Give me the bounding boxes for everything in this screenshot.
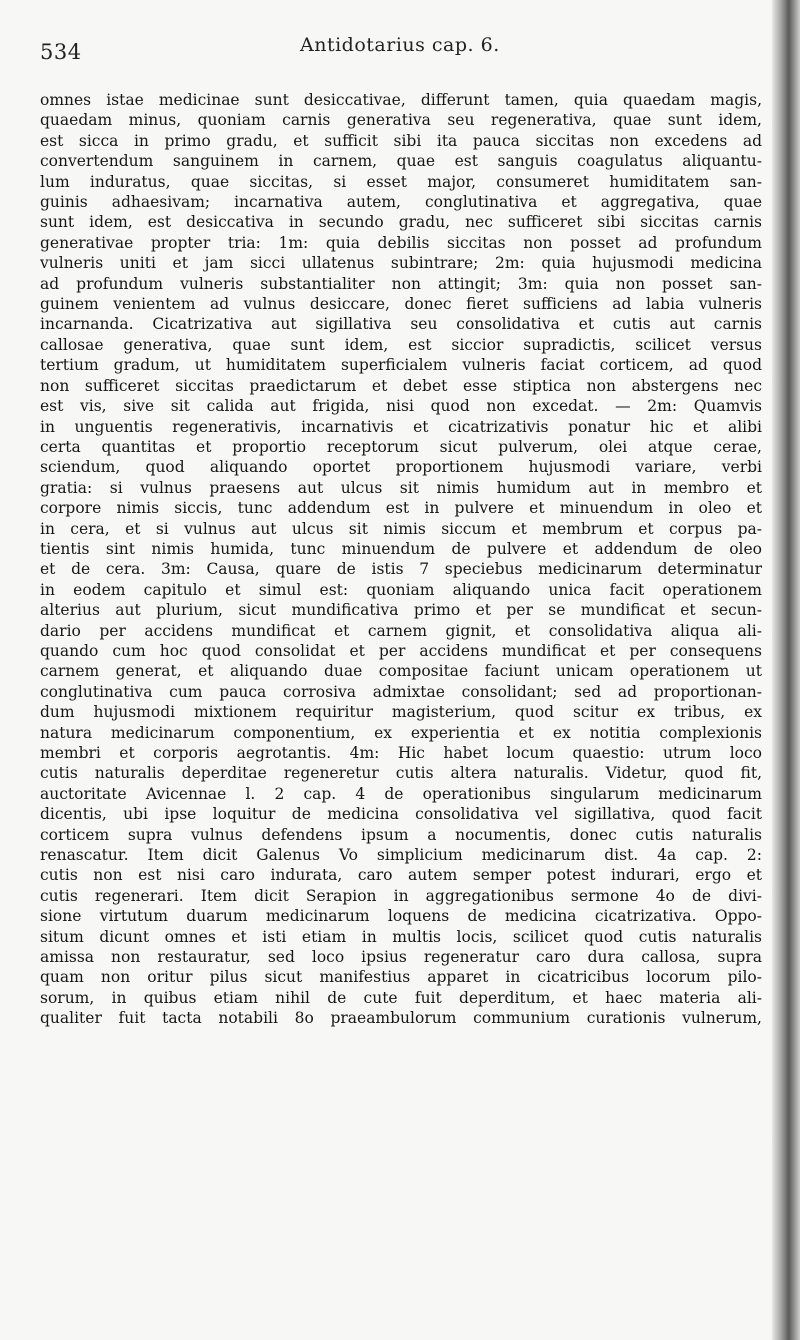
text-line: renascatur. Item dicit Galenus Vo simplicium medicinarum dist. 4a cap. 2: bbox=[40, 846, 762, 865]
text-line: sunt idem, est desiccativa in secundo gradu, nec sufficeret sibi siccitas carnis bbox=[40, 213, 762, 232]
text-line: sciendum, quod aliquando oportet proportionem hujusmodi variare, verbi bbox=[40, 458, 762, 477]
page-header bbox=[0, 34, 772, 74]
text-line: qualiter fuit tacta notabili 8o praeambulorum communium curationis vulnerum, bbox=[40, 1009, 762, 1028]
text-line: tientis sint nimis humida, tunc minuendum de pulvere et addendum de oleo bbox=[40, 539, 762, 558]
text-line: et de cera. 3m: Causa, quare de istis 7 speciebus medicinarum determinatur bbox=[40, 560, 762, 579]
text-line: est sicca in primo gradu, et sufficit sibi ita pauca siccitas non excedens ad bbox=[40, 131, 762, 150]
text-line: certa quantitas et proportio receptorum sicut pulverum, olei atque cerae, bbox=[40, 437, 762, 456]
text-line: sione virtutum duarum medicinarum loquens de medicina cicatrizativa. Oppo- bbox=[40, 907, 762, 926]
text-line: sorum, in quibus etiam nihil de cute fuit deperditum, et haec materia ali- bbox=[40, 988, 762, 1007]
scan-binding-edge bbox=[772, 0, 800, 1340]
text-line: ad profundum vulneris substantialiter non attingit; 3m: quia non posset san- bbox=[40, 274, 762, 293]
text-line: conglutinativa cum pauca corrosiva admixtae consolidant; sed ad proportionan- bbox=[40, 682, 762, 701]
text-line: corpore nimis siccis, tunc addendum est in pulvere et minuendum in oleo et bbox=[40, 499, 762, 518]
text-line: guinem venientem ad vulnus desiccare, donec fieret sufficiens ad labia vulneris bbox=[40, 295, 762, 314]
page-number: 534 bbox=[40, 40, 82, 64]
text-line: cutis non est nisi caro indurata, caro autem semper potest indurari, ergo et bbox=[40, 866, 762, 885]
text-line: membri et corporis aegrotantis. 4m: Hic habet locum quaestio: utrum loco bbox=[40, 744, 762, 762]
text-line: gratia: si vulnus praesens aut ulcus sit nimis humidum aut in membro et bbox=[40, 478, 762, 497]
text-line: incarnanda. Cicatrizativa aut sigillativa seu consolidativa et cutis aut carnis bbox=[40, 315, 762, 334]
text-line: omnes istae medicinae sunt desiccativae, differunt tamen, quia quaedam magis, bbox=[40, 91, 762, 109]
text-line: alterius aut plurium, sicut mundificativa primo et per se mundificat et secun- bbox=[40, 601, 762, 620]
text-line: corticem supra vulnus defendens ipsum a nocumentis, donec cutis naturalis bbox=[40, 825, 762, 844]
text-line: dum hujusmodi mixtionem requiritur magisterium, quod scitur ex tribus, ex bbox=[40, 703, 762, 722]
text-line: lum induratus, quae siccitas, si esset major, consumeret humiditatem san- bbox=[40, 172, 762, 191]
text-line: est vis, sive sit calida aut frigida, nisi quod non excedat. — 2m: Quamvis bbox=[40, 397, 762, 416]
body-text bbox=[40, 90, 762, 1029]
text-line: in eodem capitulo et simul est: quoniam aliquando unica facit operationem bbox=[40, 580, 762, 599]
running-title: Antidotarius cap. 6. bbox=[300, 34, 500, 56]
text-line: amissa non restauratur, sed loco ipsius regeneratur caro dura callosa, supra bbox=[40, 948, 762, 967]
text-line: quaedam minus, quoniam carnis generativa seu regenerativa, quae sunt idem, bbox=[40, 111, 762, 130]
text-line: non sufficeret siccitas praedictarum et debet esse stiptica non abstergens nec bbox=[40, 376, 762, 395]
text-line: cutis naturalis deperditae regeneretur cutis altera naturalis. Videtur, quod fit, bbox=[40, 764, 762, 783]
text-line: dario per accidens mundificat et carnem gignit, et consolidativa aliqua ali- bbox=[40, 621, 762, 640]
text-line: vulneris uniti et jam sicci ullatenus subintrare; 2m: quia hujusmodi medicina bbox=[40, 254, 762, 273]
text-line: quando cum hoc quod consolidat et per accidens mundificat et per consequens bbox=[40, 641, 762, 660]
text-line: tertium gradum, ut humiditatem superficialem vulneris faciat corticem, ad quod bbox=[40, 356, 762, 375]
text-line: quam non oritur pilus sicut manifestius apparet in cicatricibus locorum pilo- bbox=[40, 968, 762, 987]
text-line: guinis adhaesivam; incarnativa autem, conglutinativa et aggregativa, quae bbox=[40, 193, 762, 212]
text-line: in unguentis regenerativis, incarnativis et cicatrizativis ponatur hic et alibi bbox=[40, 417, 762, 436]
text-line: carnem generat, et aliquando duae compositae faciunt unicam operationem ut bbox=[40, 662, 762, 681]
text-line: in cera, et si vulnus aut ulcus sit nimis siccum et membrum et corpus pa- bbox=[40, 519, 762, 538]
text-line: cutis regenerari. Item dicit Serapion in aggregationibus sermone 4o de divi- bbox=[40, 886, 762, 905]
text-line: auctoritate Avicennae l. 2 cap. 4 de operationibus singularum medicinarum bbox=[40, 784, 762, 803]
text-line: situm dicunt omnes et isti etiam in multis locis, scilicet quod cutis naturalis bbox=[40, 927, 762, 946]
text-line: dicentis, ubi ipse loquitur de medicina consolidativa vel sigillativa, quod facit bbox=[40, 805, 762, 824]
text-line: natura medicinarum componentium, ex experientia et ex notitia complexionis bbox=[40, 723, 762, 742]
text-line: convertendum sanguinem in carnem, quae est sanguis coagulatus aliquantu- bbox=[40, 152, 762, 171]
text-line: generativae propter tria: 1m: quia debilis siccitas non posset ad profundum bbox=[40, 233, 762, 252]
text-line: callosae generativa, quae sunt idem, est siccior supradictis, scilicet versus bbox=[40, 335, 762, 354]
